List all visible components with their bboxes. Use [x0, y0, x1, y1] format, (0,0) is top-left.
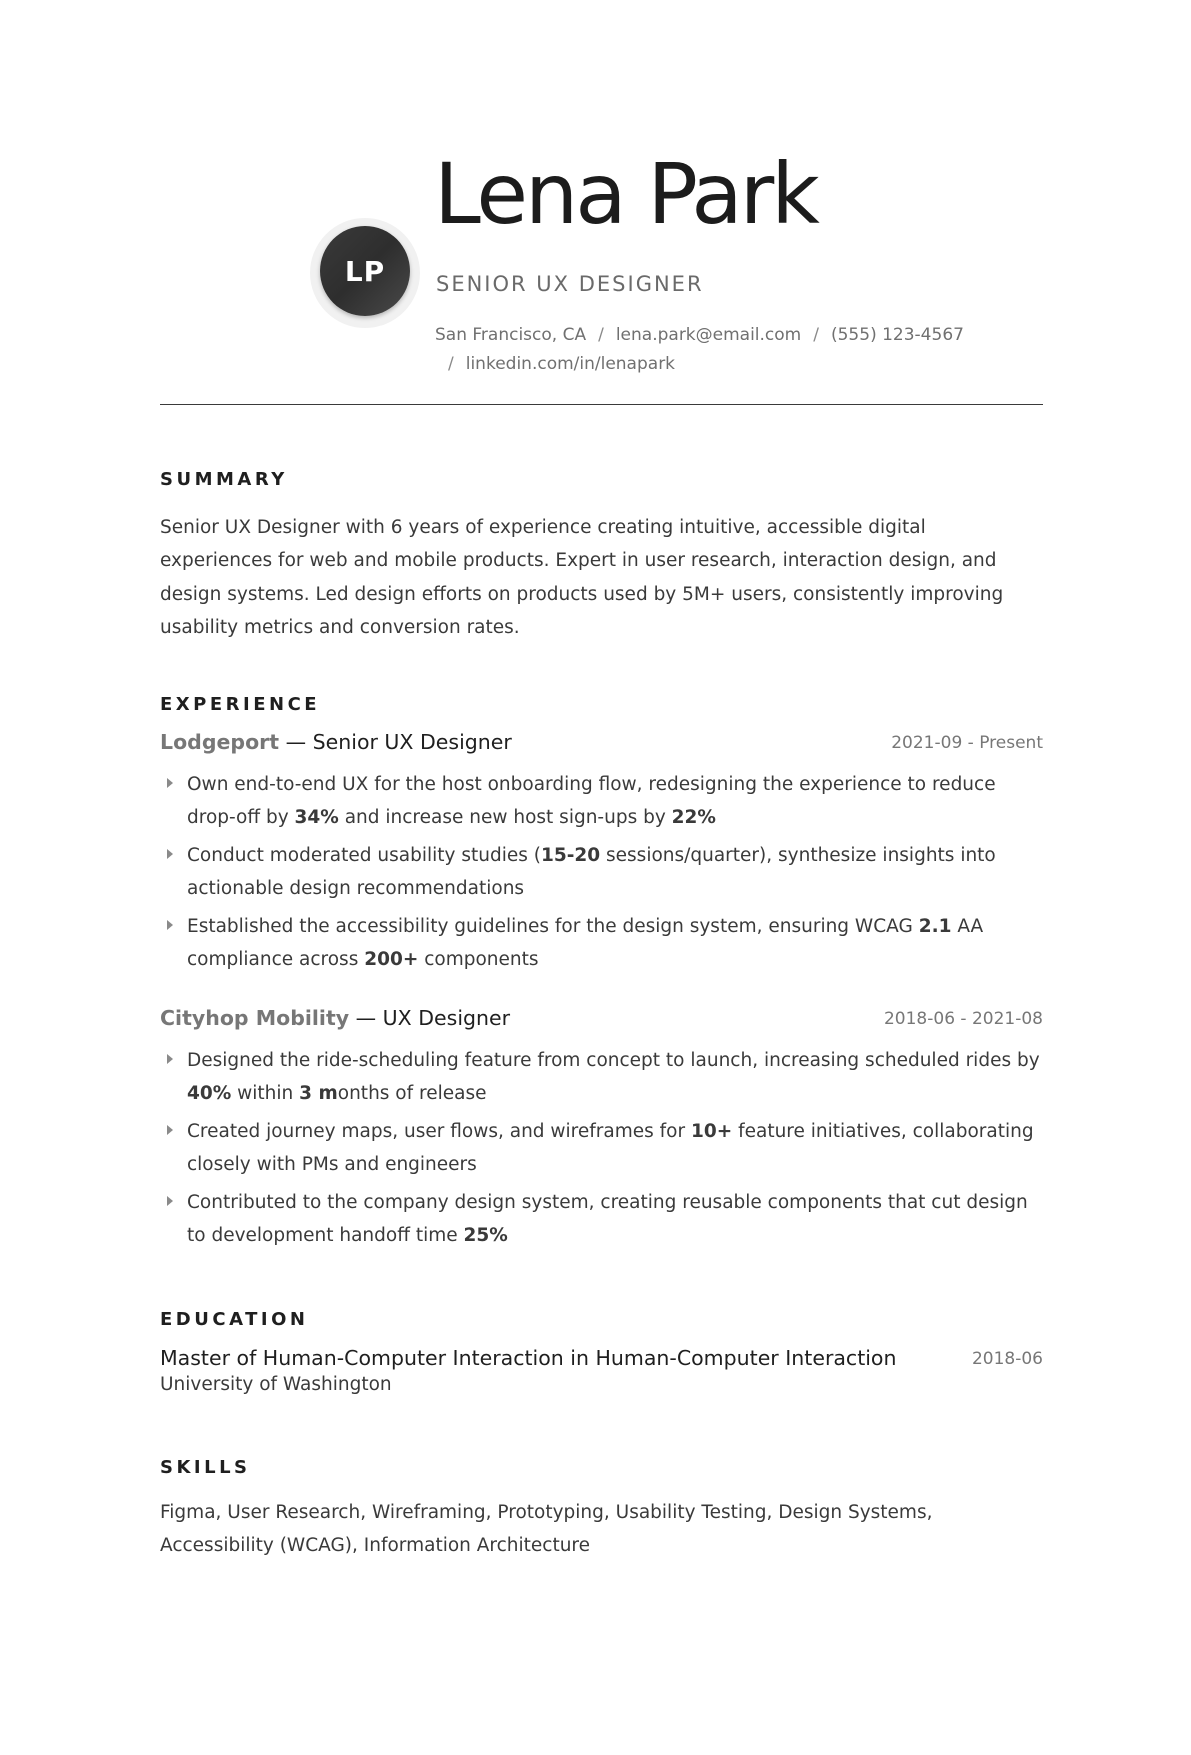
bullet-text: onths of release	[337, 1083, 487, 1105]
contact-phone[interactable]: (555) 123-4567	[830, 325, 964, 345]
skills-text: Figma, User Research, Wireframing, Prototyping, Usability Testing, Design Systems, Accessibility (WCAG), Information Architecture	[160, 1502, 933, 1557]
bullet-item	[160, 1115, 1043, 1182]
contact-separator: /	[598, 325, 604, 345]
bullet-metric: 40%	[187, 1083, 232, 1105]
contact-location: San Francisco, CA	[435, 325, 587, 345]
bullet-metric: 34%	[294, 807, 339, 829]
bullet-text: feature initiatives, collaborating closely with PMs and engineers	[187, 1120, 1034, 1176]
bullet-text: and increase new host sign-ups by	[338, 807, 672, 829]
experience-entry	[160, 730, 1043, 980]
bullet-text: Established the accessibility guidelines for the design system, ensuring WCAG	[187, 915, 919, 937]
resume-header	[160, 0, 1043, 408]
education-entry	[160, 1346, 1043, 1395]
contact-separator: /	[813, 325, 819, 345]
bullet-text: Conduct moderated usability studies (	[187, 844, 541, 866]
company-name: Cityhop Mobility	[160, 1006, 350, 1030]
degree-name: Master of Human-Computer Interaction in Human-Computer Interaction	[160, 1346, 897, 1370]
contact-linkedin[interactable]: linkedin.com/in/lenapark	[465, 354, 676, 374]
bullet-text: components	[418, 949, 539, 971]
school-name: University of Washington	[160, 1374, 392, 1395]
bullet-text: Contributed to the company design system, creating reusable components that cut design to development handoff time	[187, 1191, 1028, 1247]
bullet-text: within	[231, 1083, 300, 1105]
job-title: Senior UX Designer	[312, 730, 512, 754]
section-title-education: EDUCATION	[160, 1309, 309, 1330]
bullet-item	[160, 839, 1043, 906]
contact-line	[448, 354, 675, 374]
bullet-text: Created journey maps, user flows, and wireframes for	[187, 1120, 691, 1142]
bullet-metric: 25%	[463, 1225, 508, 1247]
bullet-text: Designed the ride-scheduling feature from concept to launch, increasing scheduled rides by	[187, 1050, 1040, 1071]
bullet-metric: 2.1	[918, 915, 952, 937]
contact-separator: /	[448, 354, 454, 374]
header-divider	[160, 404, 1043, 405]
bullet-metric: 10+	[690, 1120, 733, 1142]
bullet-metric: 22%	[671, 807, 716, 829]
bullet-text: Own end-to-end UX for the host onboarding flow, redesigning the experience to reduce drop-off by	[187, 774, 996, 829]
bullet-text: sessions/quarter), synthesize insights into actionable design recommendations	[187, 844, 996, 900]
title-dash: —	[279, 730, 313, 754]
bullet-metric: 200+	[364, 949, 419, 971]
avatar-initials: LP	[344, 254, 386, 288]
summary-text: Senior UX Designer with 6 years of experience creating intuitive, accessible digital experiences for web and mobile products. Expert in user research, interaction design, and design systems. Led design efforts on products used by 5M+ users, consistently improving usability metrics and conversion rates.	[160, 517, 1004, 639]
bullet-triangle-icon	[167, 1054, 173, 1064]
bullet-item	[160, 1186, 1043, 1253]
bullet-metric: 15-20	[540, 844, 601, 866]
job-bullets	[160, 1044, 1043, 1252]
bullet-triangle-icon	[167, 849, 173, 859]
company-name: Lodgeport	[160, 730, 280, 754]
contact-email[interactable]: lena.park@email.com	[615, 325, 802, 345]
bullet-text: AA compliance across	[187, 915, 984, 971]
bullet-triangle-icon	[167, 920, 173, 930]
section-title-skills: SKILLS	[160, 1457, 251, 1478]
job-header	[160, 1006, 1043, 1036]
bullet-item	[160, 1044, 1043, 1111]
candidate-name: Lena Park	[434, 145, 817, 243]
bullet-triangle-icon	[167, 1125, 173, 1135]
job-dates: 2018-06 - 2021-08	[883, 1009, 1043, 1029]
experience-entry	[160, 1006, 1043, 1256]
job-dates: 2021-09 - Present	[891, 733, 1043, 753]
job-title: UX Designer	[382, 1006, 511, 1030]
section-title-summary: SUMMARY	[160, 469, 288, 490]
candidate-role: SENIOR UX DESIGNER	[436, 272, 704, 296]
section-title-experience: EXPERIENCE	[160, 694, 321, 715]
bullet-triangle-icon	[167, 1196, 173, 1206]
contact-line	[435, 325, 964, 345]
job-bullets	[160, 768, 1043, 976]
avatar	[320, 226, 410, 316]
education-date: 2018-06	[971, 1349, 1043, 1369]
title-dash: —	[349, 1006, 383, 1030]
job-header	[160, 730, 1043, 760]
bullet-item	[160, 910, 1043, 977]
bullet-triangle-icon	[167, 778, 173, 788]
bullet-item	[160, 768, 1043, 835]
bullet-metric: 3 m	[299, 1083, 338, 1105]
